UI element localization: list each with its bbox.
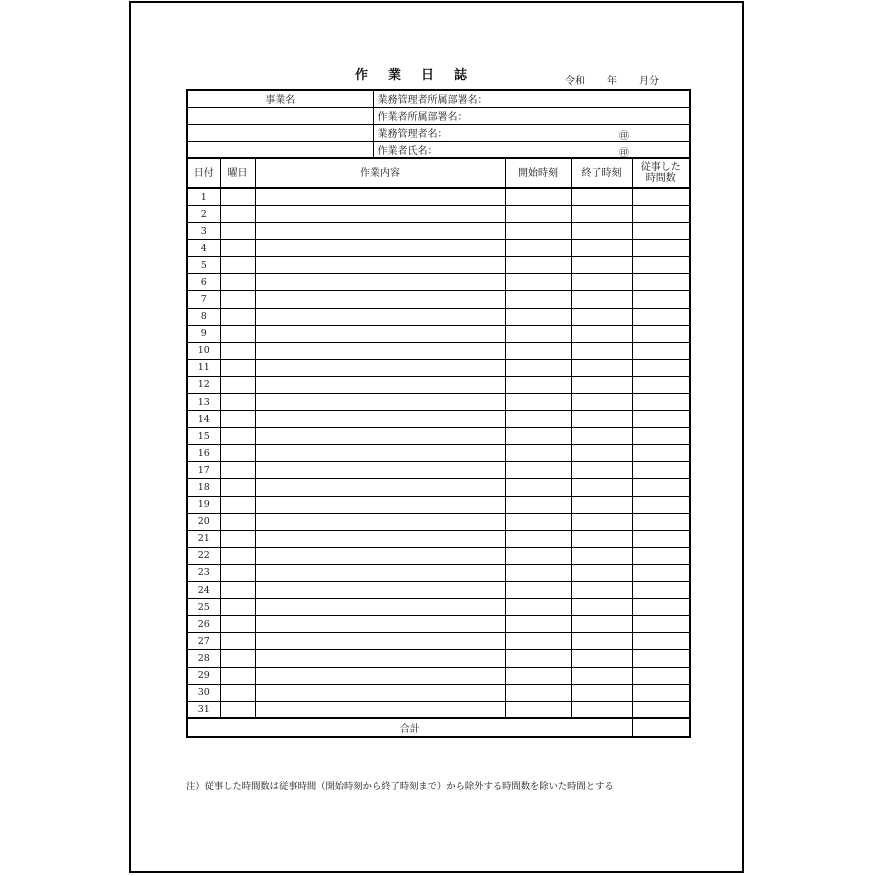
day-cell: 11	[187, 359, 220, 376]
start-time-cell[interactable]	[505, 394, 571, 411]
start-time-cell[interactable]	[505, 240, 571, 257]
footnote: 注）従事した時間数は従事時間（開始時刻から終了時刻まで）から除外する時間数を除いた時間とする	[186, 781, 614, 792]
table-row	[187, 701, 690, 718]
header-row-3	[187, 124, 690, 141]
end-time-cell[interactable]	[571, 701, 632, 718]
weekday-cell[interactable]	[220, 667, 255, 684]
date-year: 年	[607, 76, 617, 87]
table-row	[187, 257, 690, 274]
start-time-cell[interactable]	[505, 547, 571, 564]
day-cell: 16	[187, 445, 220, 462]
day-cell: 22	[187, 547, 220, 564]
worker-dept-field[interactable]	[373, 107, 690, 124]
day-cell: 21	[187, 530, 220, 547]
end-time-cell[interactable]	[571, 462, 632, 479]
day-cell: 12	[187, 376, 220, 393]
hours-cell[interactable]	[632, 342, 690, 359]
total-label: 合計	[187, 718, 632, 737]
start-time-cell[interactable]	[505, 428, 571, 445]
weekday-cell[interactable]	[220, 633, 255, 650]
hours-cell[interactable]	[632, 240, 690, 257]
content-cell[interactable]	[255, 633, 505, 650]
content-cell[interactable]	[255, 274, 505, 291]
day-cell: 26	[187, 616, 220, 633]
table-row	[187, 513, 690, 530]
start-time-cell[interactable]	[505, 308, 571, 325]
weekday-cell[interactable]	[220, 496, 255, 513]
start-time-cell[interactable]	[505, 257, 571, 274]
day-cell: 6	[187, 274, 220, 291]
end-time-cell[interactable]	[571, 445, 632, 462]
weekday-cell[interactable]	[220, 684, 255, 701]
content-cell[interactable]	[255, 496, 505, 513]
hours-cell[interactable]	[632, 684, 690, 701]
weekday-cell[interactable]	[220, 616, 255, 633]
table-row	[187, 479, 690, 496]
weekday-cell[interactable]	[220, 291, 255, 308]
content-cell[interactable]	[255, 428, 505, 445]
hours-cell[interactable]	[632, 325, 690, 342]
content-cell[interactable]	[255, 599, 505, 616]
start-time-cell[interactable]	[505, 701, 571, 718]
day-cell: 19	[187, 496, 220, 513]
content-cell[interactable]	[255, 240, 505, 257]
seal-mark: ㊞	[619, 130, 629, 142]
weekday-cell[interactable]	[220, 564, 255, 581]
content-cell[interactable]	[255, 188, 505, 205]
weekday-cell[interactable]	[220, 530, 255, 547]
end-time-cell[interactable]	[571, 274, 632, 291]
hours-cell[interactable]	[632, 274, 690, 291]
table-row	[187, 308, 690, 325]
hours-cell[interactable]	[632, 428, 690, 445]
end-time-cell[interactable]	[571, 257, 632, 274]
hours-cell[interactable]	[632, 257, 690, 274]
start-time-cell[interactable]	[505, 445, 571, 462]
content-cell[interactable]	[255, 701, 505, 718]
col-hours-line1: 従事した	[640, 162, 681, 174]
hours-cell[interactable]	[632, 308, 690, 325]
weekday-cell[interactable]	[220, 359, 255, 376]
day-cell: 1	[187, 188, 220, 205]
col-day: 日付	[187, 158, 220, 188]
day-cell: 24	[187, 582, 220, 599]
date-line	[565, 72, 659, 87]
day-cell: 27	[187, 633, 220, 650]
content-cell[interactable]	[255, 411, 505, 428]
day-cell: 29	[187, 667, 220, 684]
hours-cell[interactable]	[632, 205, 690, 222]
table-row	[187, 428, 690, 445]
project-name-field-1[interactable]	[187, 107, 373, 124]
hours-cell[interactable]	[632, 445, 690, 462]
col-start: 開始時刻	[505, 158, 571, 188]
day-cell: 5	[187, 257, 220, 274]
day-cell: 14	[187, 411, 220, 428]
worker-name-field[interactable]	[373, 141, 690, 158]
start-time-cell[interactable]	[505, 188, 571, 205]
start-time-cell[interactable]	[505, 513, 571, 530]
weekday-cell[interactable]	[220, 599, 255, 616]
table-row	[187, 462, 690, 479]
col-hours-line2: 時間数	[645, 173, 676, 185]
end-time-cell[interactable]	[571, 359, 632, 376]
weekday-cell[interactable]	[220, 445, 255, 462]
end-time-cell[interactable]	[571, 411, 632, 428]
start-time-cell[interactable]	[505, 411, 571, 428]
start-time-cell[interactable]	[505, 462, 571, 479]
content-cell[interactable]	[255, 359, 505, 376]
table-row	[187, 325, 690, 342]
hours-cell[interactable]	[632, 479, 690, 496]
end-time-cell[interactable]	[571, 223, 632, 240]
worker-name-label: 作業者氏名：	[377, 146, 438, 158]
day-cell: 2	[187, 205, 220, 222]
end-time-cell[interactable]	[571, 616, 632, 633]
manager-dept-label: 業務管理者所属部署名：	[377, 95, 488, 107]
weekday-cell[interactable]	[220, 701, 255, 718]
form-title	[355, 64, 487, 83]
start-time-cell[interactable]	[505, 325, 571, 342]
weekday-cell[interactable]	[220, 342, 255, 359]
day-cell: 20	[187, 513, 220, 530]
content-cell[interactable]	[255, 445, 505, 462]
project-name-field-2[interactable]	[187, 124, 373, 141]
start-time-cell[interactable]	[505, 667, 571, 684]
end-time-cell[interactable]	[571, 633, 632, 650]
weekday-cell[interactable]	[220, 325, 255, 342]
start-time-cell[interactable]	[505, 342, 571, 359]
hours-cell[interactable]	[632, 411, 690, 428]
content-cell[interactable]	[255, 684, 505, 701]
day-cell: 17	[187, 462, 220, 479]
content-cell[interactable]	[255, 564, 505, 581]
day-cell: 9	[187, 325, 220, 342]
day-cell: 15	[187, 428, 220, 445]
table-row	[187, 274, 690, 291]
hours-cell[interactable]	[632, 582, 690, 599]
start-time-cell[interactable]	[505, 291, 571, 308]
hours-cell[interactable]	[632, 547, 690, 564]
content-cell[interactable]	[255, 308, 505, 325]
total-hours-cell[interactable]	[632, 718, 690, 737]
weekday-cell[interactable]	[220, 547, 255, 564]
content-cell[interactable]	[255, 650, 505, 667]
table-row	[187, 496, 690, 513]
header-row-2	[187, 107, 690, 124]
weekday-cell[interactable]	[220, 308, 255, 325]
weekday-cell[interactable]	[220, 582, 255, 599]
hours-cell[interactable]	[632, 376, 690, 393]
work-log-table	[186, 89, 691, 738]
content-cell[interactable]	[255, 479, 505, 496]
table-row	[187, 582, 690, 599]
hours-cell[interactable]	[632, 188, 690, 205]
table-row	[187, 342, 690, 359]
title-char: 作	[355, 68, 369, 83]
content-cell[interactable]	[255, 257, 505, 274]
content-cell[interactable]	[255, 582, 505, 599]
content-cell[interactable]	[255, 462, 505, 479]
hours-cell[interactable]	[632, 394, 690, 411]
content-cell[interactable]	[255, 513, 505, 530]
weekday-cell[interactable]	[220, 428, 255, 445]
end-time-cell[interactable]	[571, 376, 632, 393]
end-time-cell[interactable]	[571, 308, 632, 325]
table-row	[187, 376, 690, 393]
weekday-cell[interactable]	[220, 513, 255, 530]
manager-name-label: 業務管理者名：	[377, 129, 448, 141]
hours-cell[interactable]	[632, 633, 690, 650]
hours-cell[interactable]	[632, 564, 690, 581]
manager-dept-field[interactable]	[373, 90, 690, 107]
project-name-field-3[interactable]	[187, 141, 373, 158]
end-time-cell[interactable]	[571, 564, 632, 581]
date-month: 月分	[639, 76, 659, 87]
content-cell[interactable]	[255, 376, 505, 393]
table-row	[187, 599, 690, 616]
weekday-cell[interactable]	[220, 462, 255, 479]
hours-cell[interactable]	[632, 291, 690, 308]
hours-cell[interactable]	[632, 599, 690, 616]
day-cell: 23	[187, 564, 220, 581]
start-time-cell[interactable]	[505, 616, 571, 633]
start-time-cell[interactable]	[505, 496, 571, 513]
content-cell[interactable]	[255, 394, 505, 411]
end-time-cell[interactable]	[571, 650, 632, 667]
col-hours	[632, 158, 690, 188]
table-row	[187, 394, 690, 411]
title-char: 業	[388, 68, 402, 83]
table-row	[187, 616, 690, 633]
start-time-cell[interactable]	[505, 530, 571, 547]
end-time-cell[interactable]	[571, 479, 632, 496]
start-time-cell[interactable]	[505, 223, 571, 240]
end-time-cell[interactable]	[571, 547, 632, 564]
hours-cell[interactable]	[632, 462, 690, 479]
hours-cell[interactable]	[632, 616, 690, 633]
hours-cell[interactable]	[632, 667, 690, 684]
start-time-cell[interactable]	[505, 582, 571, 599]
end-time-cell[interactable]	[571, 188, 632, 205]
content-cell[interactable]	[255, 547, 505, 564]
start-time-cell[interactable]	[505, 274, 571, 291]
weekday-cell[interactable]	[220, 205, 255, 222]
hours-cell[interactable]	[632, 496, 690, 513]
start-time-cell[interactable]	[505, 633, 571, 650]
table-row	[187, 359, 690, 376]
table-row	[187, 650, 690, 667]
start-time-cell[interactable]	[505, 650, 571, 667]
content-cell[interactable]	[255, 616, 505, 633]
col-weekday: 曜日	[220, 158, 255, 188]
weekday-cell[interactable]	[220, 411, 255, 428]
day-cell: 30	[187, 684, 220, 701]
end-time-cell[interactable]	[571, 582, 632, 599]
start-time-cell[interactable]	[505, 564, 571, 581]
table-row	[187, 684, 690, 701]
hours-cell[interactable]	[632, 650, 690, 667]
project-name-label: 事業名	[187, 90, 373, 107]
content-cell[interactable]	[255, 667, 505, 684]
weekday-cell[interactable]	[220, 479, 255, 496]
table-row	[187, 240, 690, 257]
hours-cell[interactable]	[632, 513, 690, 530]
end-time-cell[interactable]	[571, 205, 632, 222]
manager-name-field[interactable]	[373, 124, 690, 141]
day-cell: 10	[187, 342, 220, 359]
end-time-cell[interactable]	[571, 667, 632, 684]
weekday-cell[interactable]	[220, 257, 255, 274]
end-time-cell[interactable]	[571, 325, 632, 342]
hours-cell[interactable]	[632, 530, 690, 547]
start-time-cell[interactable]	[505, 359, 571, 376]
table-row	[187, 291, 690, 308]
content-cell[interactable]	[255, 342, 505, 359]
title-char: 誌	[454, 68, 468, 83]
seal-mark: ㊞	[619, 147, 629, 159]
table-row	[187, 188, 690, 205]
content-cell[interactable]	[255, 325, 505, 342]
day-cell: 7	[187, 291, 220, 308]
start-time-cell[interactable]	[505, 599, 571, 616]
day-cell: 13	[187, 394, 220, 411]
table-row	[187, 205, 690, 222]
weekday-cell[interactable]	[220, 274, 255, 291]
day-cell: 28	[187, 650, 220, 667]
content-cell[interactable]	[255, 223, 505, 240]
end-time-cell[interactable]	[571, 428, 632, 445]
table-row	[187, 223, 690, 240]
day-cell: 8	[187, 308, 220, 325]
end-time-cell[interactable]	[571, 291, 632, 308]
end-time-cell[interactable]	[571, 394, 632, 411]
title-char: 日	[421, 68, 435, 83]
total-row	[187, 718, 690, 737]
day-cell: 3	[187, 223, 220, 240]
end-time-cell[interactable]	[571, 496, 632, 513]
start-time-cell[interactable]	[505, 684, 571, 701]
weekday-cell[interactable]	[220, 240, 255, 257]
table-row	[187, 564, 690, 581]
weekday-cell[interactable]	[220, 394, 255, 411]
end-time-cell[interactable]	[571, 342, 632, 359]
day-cell: 31	[187, 701, 220, 718]
start-time-cell[interactable]	[505, 376, 571, 393]
end-time-cell[interactable]	[571, 513, 632, 530]
content-cell[interactable]	[255, 530, 505, 547]
col-content: 作業内容	[255, 158, 505, 188]
table-row	[187, 633, 690, 650]
start-time-cell[interactable]	[505, 479, 571, 496]
date-era: 令和	[565, 76, 585, 87]
table-row	[187, 667, 690, 684]
day-cell: 4	[187, 240, 220, 257]
table-row	[187, 530, 690, 547]
worker-dept-label: 作業者所属部署名：	[377, 112, 468, 124]
weekday-cell[interactable]	[220, 223, 255, 240]
content-cell[interactable]	[255, 291, 505, 308]
table-row	[187, 445, 690, 462]
hours-cell[interactable]	[632, 223, 690, 240]
column-header-row	[187, 158, 690, 188]
start-time-cell[interactable]	[505, 205, 571, 222]
weekday-cell[interactable]	[220, 650, 255, 667]
table-row	[187, 547, 690, 564]
day-cell: 25	[187, 599, 220, 616]
table-row	[187, 411, 690, 428]
col-end: 終了時刻	[571, 158, 632, 188]
weekday-cell[interactable]	[220, 188, 255, 205]
hours-cell[interactable]	[632, 701, 690, 718]
end-time-cell[interactable]	[571, 599, 632, 616]
header-row-1	[187, 90, 690, 107]
hours-cell[interactable]	[632, 359, 690, 376]
content-cell[interactable]	[255, 205, 505, 222]
day-cell: 18	[187, 479, 220, 496]
weekday-cell[interactable]	[220, 376, 255, 393]
header-row-4	[187, 141, 690, 158]
end-time-cell[interactable]	[571, 684, 632, 701]
end-time-cell[interactable]	[571, 530, 632, 547]
end-time-cell[interactable]	[571, 240, 632, 257]
